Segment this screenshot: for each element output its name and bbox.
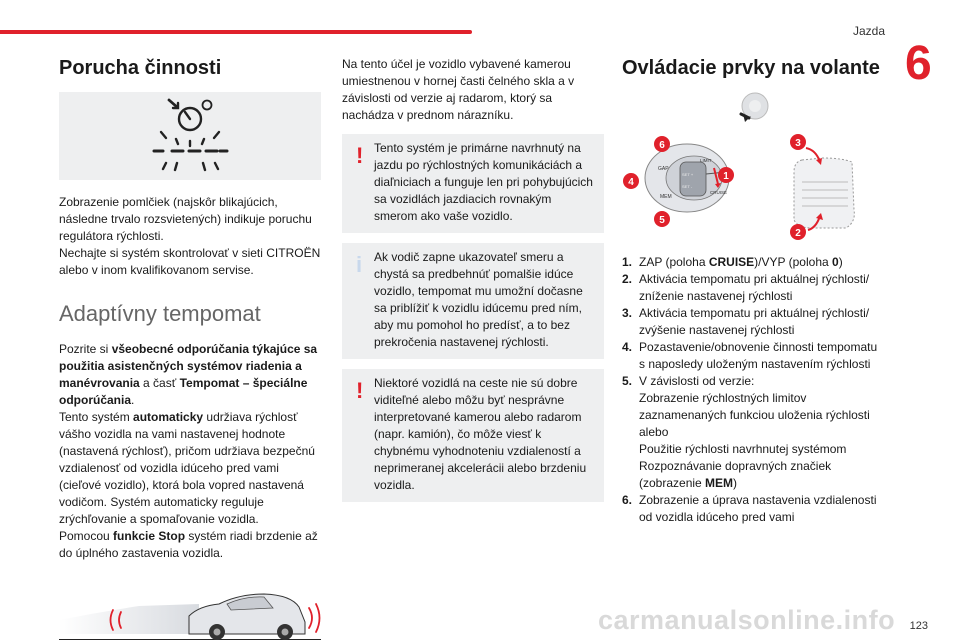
warning-icon: ! bbox=[356, 143, 364, 168]
set-minus-label: SET - bbox=[682, 184, 693, 189]
list-item: 6. Zobrazenie a úprava nastavenia vzdialenosti od vozidla idúceho pred vami bbox=[622, 493, 877, 524]
adaptive-para-1: Pozrite si všeobecné odporúčania týkajúce sa použitia asistenčných systémov riadenia a manévrovania a časť Tempomat – špeciálne odporúčania. bbox=[59, 342, 318, 407]
fault-text-1: Zobrazenie pomlčiek (najskôr blikajúcich, následne trvalo rozsvietených) indikuje poruchu regulátora rýchlosti. bbox=[59, 195, 312, 243]
svg-text:4: 4 bbox=[628, 177, 634, 188]
callout-6 bbox=[654, 136, 670, 152]
callout-2 bbox=[790, 224, 806, 240]
list-item: 2. Aktivácia tempomatu pri aktuálnej rýchlosti/ zníženie nastavenej rýchlosti bbox=[622, 272, 870, 303]
callout-1 bbox=[718, 167, 734, 183]
warning-text-1: Tento systém je primárne navrhnutý na jazdu po rýchlostných komunikáciách a diaľniciach a funguje len pri pohybujúcich sa vozidlách jazdiacich rovnakým smerom ako vaše vozidlo. bbox=[374, 141, 593, 223]
limit-label: LIMIT bbox=[700, 158, 712, 163]
cruise-control-stalk-figure bbox=[622, 132, 884, 242]
top-accent-bar bbox=[0, 30, 472, 34]
warning-icon: ! bbox=[356, 378, 364, 403]
svg-text:3: 3 bbox=[795, 138, 801, 149]
list-item: 5. V závislosti od verzie: Zobrazenie rýchlostných limitov zaznamenaných funkciou uloženia rýchlosti alebo Použitie rýchlosti navrhnutej systémom Rozpoznávanie dopravných značiek (zobrazenie MEM) bbox=[622, 374, 870, 490]
column-2 bbox=[342, 56, 604, 512]
info-icon: i bbox=[356, 252, 363, 277]
controls-list bbox=[622, 254, 884, 526]
list-item: 4. Pozastavenie/obnovenie činnosti tempomatu s naposledy uloženým nastavením rýchlosti bbox=[622, 340, 878, 371]
svg-text:2: 2 bbox=[795, 228, 801, 239]
set-plus-label: SET + bbox=[682, 172, 694, 177]
svg-text:1: 1 bbox=[723, 171, 729, 182]
section-label: Jazda bbox=[852, 24, 885, 38]
fault-heading: Porucha činnosti bbox=[59, 57, 222, 79]
car-radar-icon bbox=[59, 582, 321, 640]
info-text: Ak vodič zapne ukazovateľ smeru a chystá sa predbehnúť pomalšie idúce vozidlo, tempomat mu umožní dočasne sa priblížiť k vozidlu idúcemu pred ním, aby mu pomohol ho predísť, a to bez prekročenia nastavenej rýchlosti. bbox=[374, 250, 583, 349]
adaptive-para-3: Pomocou funkcie Stop systém riadi brzdenie až do úplného zastavenia vozidla. bbox=[59, 529, 318, 560]
list-item: 1. ZAP (poloha CRUISE)/VYP (poloha 0) bbox=[622, 255, 843, 269]
fault-text-2: Nechajte si systém skontrolovať v sieti CITROËN alebo v inom kvalifikovanom servise. bbox=[59, 246, 321, 277]
callout-4 bbox=[623, 173, 639, 189]
chapter-number: 6 bbox=[905, 37, 932, 90]
callout-3 bbox=[790, 134, 806, 150]
adaptive-cruise-heading: Adaptívny tempomat bbox=[59, 301, 261, 326]
gap-label: GAP bbox=[658, 166, 669, 172]
column-1 bbox=[59, 56, 321, 640]
warning-note-2 bbox=[342, 369, 604, 502]
mem-label: MEM bbox=[660, 194, 672, 200]
list-item: 3. Aktivácia tempomatu pri aktuálnej rýchlosti/ zvýšenie nastavenej rýchlosti bbox=[622, 306, 870, 337]
warning-text-2: Niektoré vozidlá na ceste nie sú dobre viditeľné alebo môžu byť nesprávne interpretované kamerou alebo radarom (napr. kamión), čo môže viesť k chybnému vyhodnoteniu vzdialeností a neprimeranej akcelerácii alebo brzdeniu vozidla. bbox=[374, 376, 587, 492]
adaptive-para-2: Tento systém automaticky udržiava rýchlosť vášho vozidla na vami nastavenej hodnote (nastavená rýchlosť), pričom udržiava bezpečnú vzdialenosť od vozidla idúceho pred vami (cieľové vozidlo), ktorá bola vopred nastavená vodičom. Systém automaticky reguluje zrýchľovanie a spomaľovanie vozidla. bbox=[59, 410, 315, 526]
controls-heading: Ovládacie prvky na volante bbox=[622, 57, 880, 79]
column-3 bbox=[622, 56, 884, 526]
speed-limiter-fault-icon bbox=[59, 92, 321, 180]
callout-5 bbox=[654, 211, 670, 227]
warning-note-1 bbox=[342, 134, 604, 233]
steering-wheel-icon bbox=[735, 92, 775, 124]
page-number: 123 bbox=[909, 620, 928, 632]
watermark: carmanualsonline.info bbox=[598, 605, 896, 635]
intro-text: Na tento účel je vozidlo vybavené kamerou umiestnenou v hornej časti čelného skla a v závislosti od verzie aj radarom, ktorý sa nachádza v prednom nárazníku. bbox=[342, 57, 575, 122]
svg-text:6: 6 bbox=[659, 140, 665, 151]
cruise-label: CRUISE bbox=[710, 190, 728, 195]
info-note bbox=[342, 243, 604, 359]
svg-text:5: 5 bbox=[659, 215, 665, 226]
